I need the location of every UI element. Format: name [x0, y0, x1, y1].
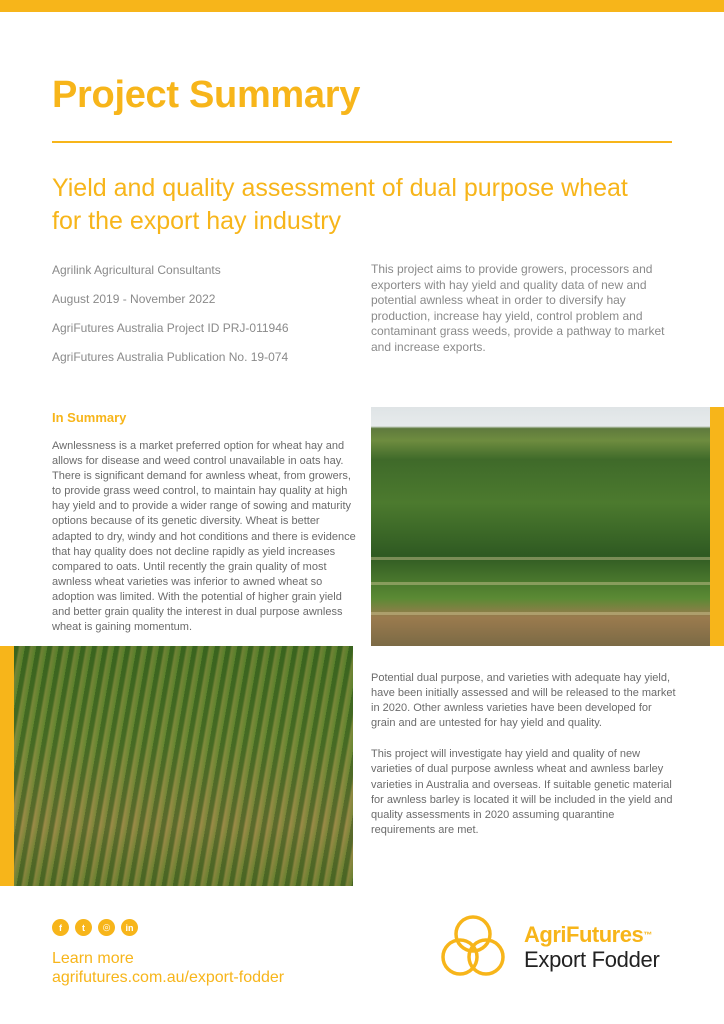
learn-more-label: Learn more	[52, 950, 134, 967]
right-paragraph-2: This project will investigate hay yield and quality of new varieties of dual purpose awnless wheat and awnless barley varieties in Australia and overseas. If suitable genetic material for awnless barley is located it will be included in the yield and quality assessments in 2020 assuming quarantine requirements are met.	[371, 748, 673, 836]
intro-paragraph: This project aims to provide growers, processors and exporters with hay yield and quality data of new and potential awnless wheat in order to diversify hay production, increase hay yield, control problem and contaminant grass weeds, provide a pathway to market and increase exports.	[371, 262, 665, 354]
wheat-closeup-photo	[14, 646, 353, 886]
linkedin-icon[interactable]: in	[121, 919, 138, 936]
project-subtitle: Yield and quality assessment of dual purpose wheat for the export hay industry	[52, 174, 628, 235]
right-paragraph-1: Potential dual purpose, and varieties with adequate hay yield, have been initially assessed and will be released to the market in 2020. Other awnless varieties have been developed for grain and are untested for hay yield and quality.	[371, 672, 676, 730]
meta-publication: AgriFutures Australia Publication No. 19-074	[52, 350, 289, 364]
instagram-icon[interactable]: ◎	[98, 919, 115, 936]
brand-program: Export Fodder	[524, 947, 660, 972]
brand-wordmark	[524, 922, 660, 972]
wheat-field-photo	[371, 407, 710, 646]
project-meta	[52, 262, 352, 378]
summary-heading: In Summary	[52, 410, 127, 425]
brand-name: AgriFutures™	[524, 922, 652, 947]
top-accent-bar	[0, 0, 724, 12]
footer-url-link[interactable]: agrifutures.com.au/export-fodder	[52, 969, 285, 986]
summary-paragraph: Awnlessness is a market preferred option for wheat hay and allows for disease and weed control unavailable in oats hay. There is significant demand for awnless wheat, from growers, to provide grass weed control, to maintain hay quality at high hay yield and to provide a wider range of sowing and maturity options because of its genetic diversity. Wheat is better adapted to dry, windy and hot conditions and there is evidence that hay quality does not decline rapidly as yield increases compared to oats. Until recently the grain quality of most awnless wheat varieties was inferior to awned wheat so adoption was limited. With the potential of higher grain yield and better grain quality the interest in dual purpose awnless wheat is gaining momentum.	[52, 440, 356, 634]
left-accent-tab	[0, 646, 14, 886]
meta-project-id: AgriFutures Australia Project ID PRJ-011946	[52, 321, 289, 335]
meta-period: August 2019 - November 2022	[52, 292, 216, 306]
title-divider	[52, 141, 672, 143]
page-title: Project Summary	[52, 74, 361, 116]
facebook-icon[interactable]: f	[52, 919, 69, 936]
right-accent-tab	[710, 407, 724, 646]
meta-organisation: Agrilink Agricultural Consultants	[52, 263, 221, 277]
right-column-text	[371, 671, 676, 854]
social-links	[52, 919, 138, 936]
twitter-icon[interactable]: t	[75, 919, 92, 936]
agrifutures-logo-icon	[438, 912, 508, 982]
